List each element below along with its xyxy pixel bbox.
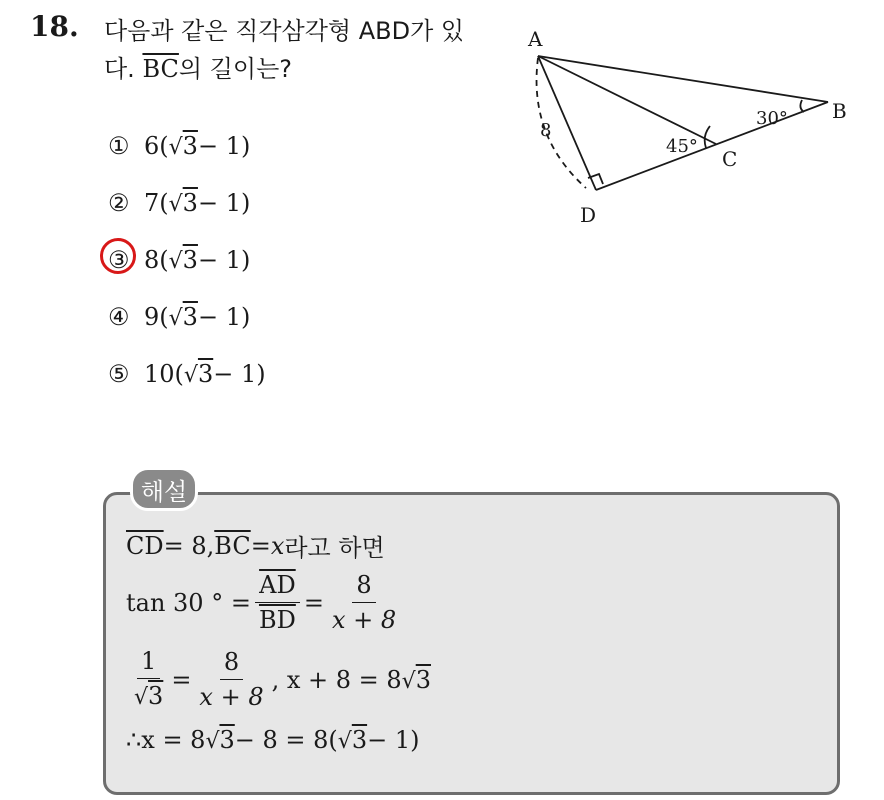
eq1: = 8, [163, 531, 215, 560]
solution-line-1 [126, 528, 385, 563]
line3-rest: , x + 8 = 8 [271, 665, 402, 694]
solution-tab: 해설 [130, 467, 198, 511]
sqrt-3: √3 [337, 726, 368, 754]
choice-5-coef: 10( [144, 360, 184, 388]
sqrt-3: √3 [401, 665, 431, 694]
sqrt-3: √3 [168, 303, 198, 331]
choice-4-marker: ④ [108, 303, 130, 331]
fraction-num: 8 [220, 647, 243, 680]
tan-lhs: tan 30 ° = [126, 588, 251, 617]
eq: = [171, 665, 192, 694]
label-c: C [722, 147, 738, 171]
choice-3-marker: ③ [108, 246, 130, 274]
question-number: 18. [30, 10, 79, 43]
fraction-8-x8 [195, 647, 267, 712]
sqrt-3: √3 [168, 132, 198, 160]
choice-2-tail: − 1) [197, 189, 251, 217]
variable-x: x [270, 531, 285, 560]
solution-line-4 [126, 726, 419, 754]
therefore-symbol: ∴ [126, 726, 142, 754]
question-line-2-prefix: 다. [104, 55, 143, 83]
choice-1-coef: 6( [144, 132, 169, 160]
sqrt-3: √3 [205, 726, 235, 754]
label-b: B [832, 99, 847, 123]
angle-c-label: 45° [666, 136, 698, 157]
label-ad-length: 8 [540, 120, 552, 141]
fraction-den: x + 8 [199, 683, 264, 711]
fraction-num: $\overline{AD}$ [255, 570, 300, 603]
eq2: = [250, 531, 271, 560]
segment-ab [538, 56, 828, 102]
choice-4-coef: 9( [144, 303, 169, 331]
choice-3-tail: − 1) [197, 246, 251, 274]
sqrt-3: √3 [183, 360, 214, 388]
fraction-8-x8 [328, 570, 400, 635]
angle-arc-c [705, 126, 710, 148]
choice-4-tail: − 1) [197, 303, 251, 331]
question-text [104, 12, 464, 88]
choice-1-marker: ① [108, 132, 130, 160]
sqrt-3: √3 [168, 246, 198, 274]
fraction-1-sqrt3 [130, 646, 167, 713]
segment-bc: $\overline{BC}$ [214, 531, 251, 560]
fraction-num: 1 [137, 646, 160, 679]
choice-5[interactable] [108, 354, 348, 394]
line4-mid: − 8 = 8( [234, 726, 338, 754]
fraction-den: x + 8 [331, 606, 397, 634]
segment-bc: $\overline{BC}$ [142, 55, 179, 83]
question-line-1: 다음과 같은 직각삼각형 ABD가 있 [104, 17, 465, 45]
label-a: A [528, 27, 543, 51]
solution-line-2 [126, 570, 404, 635]
choice-5-marker: ⑤ [108, 360, 130, 388]
choice-2-coef: 7( [144, 189, 169, 217]
label-d: D [580, 203, 597, 227]
sqrt-3: √3 [168, 189, 198, 217]
question-line-2 [104, 50, 464, 88]
eq: = [303, 588, 324, 617]
choice-3[interactable] [108, 240, 348, 280]
question-line-2-suffix: 의 길이는? [178, 55, 293, 83]
fraction-den: BD [258, 606, 296, 634]
choice-2-marker: ② [108, 189, 130, 217]
solution-text: 라고 하면 [284, 534, 385, 562]
fraction-num: 8 [352, 570, 375, 603]
line4-end: − 1) [367, 726, 420, 754]
fraction-ad-bd [255, 570, 300, 635]
segment-cd: $\overline{CD}$ [126, 531, 164, 560]
selected-answer-circle [100, 238, 136, 274]
angle-arc-b [800, 100, 804, 112]
segment-ac [538, 56, 716, 144]
angle-b-label: 30° [756, 108, 788, 129]
choice-1-tail: − 1) [197, 132, 251, 160]
choice-5-tail: − 1) [213, 360, 266, 388]
line4-expr: x = 8 [141, 726, 206, 754]
segment-db [596, 102, 828, 190]
fraction-den: √3 [134, 682, 164, 710]
solution-line-3 [126, 646, 431, 713]
triangle-diagram [520, 26, 860, 236]
choice-3-coef: 8( [144, 246, 169, 274]
choice-1[interactable] [108, 126, 348, 166]
choice-2[interactable] [108, 183, 348, 223]
choice-4[interactable] [108, 297, 348, 337]
